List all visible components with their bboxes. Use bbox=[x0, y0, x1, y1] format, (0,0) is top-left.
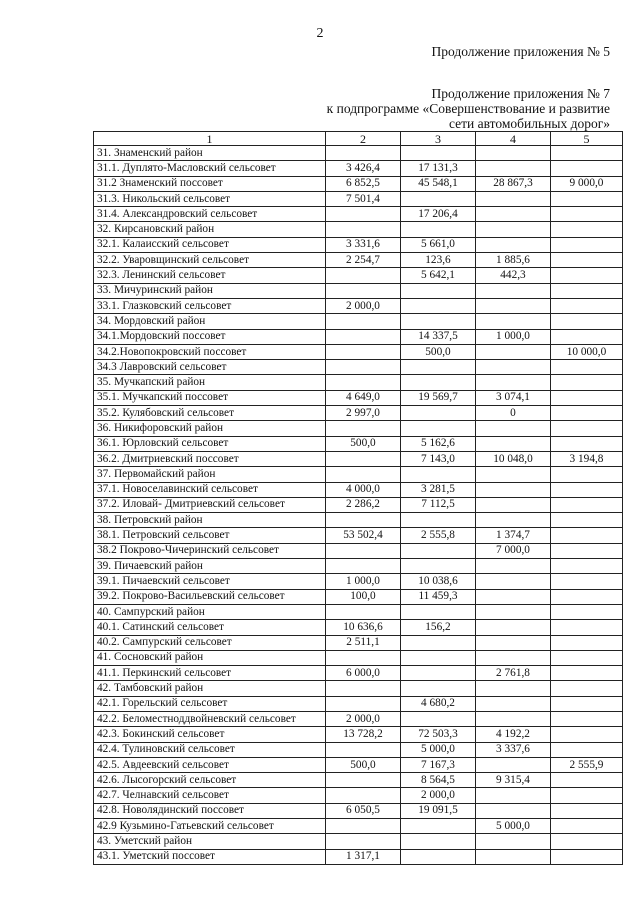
value-cell: 156,2 bbox=[401, 620, 476, 635]
table-row bbox=[94, 375, 623, 390]
value-cell bbox=[401, 559, 476, 574]
row-label-cell: 42.2. Беломестноддвойневский сельсовет bbox=[94, 711, 326, 726]
table-row bbox=[94, 146, 623, 161]
value-cell: 4 649,0 bbox=[326, 390, 401, 405]
table-row bbox=[94, 207, 623, 222]
value-cell: 3 074,1 bbox=[476, 390, 551, 405]
value-cell bbox=[551, 666, 623, 681]
row-label-cell: 42.8. Новолядинский поссовет bbox=[94, 803, 326, 818]
value-cell: 2 555,8 bbox=[401, 528, 476, 543]
row-label-cell: 35. Мучкапский район bbox=[94, 375, 326, 390]
table-row bbox=[94, 574, 623, 589]
value-cell bbox=[401, 222, 476, 237]
value-cell bbox=[476, 344, 551, 359]
row-label-cell: 31.2 Знаменский поссовет bbox=[94, 176, 326, 191]
value-cell bbox=[551, 788, 623, 803]
value-cell: 10 636,6 bbox=[326, 620, 401, 635]
value-cell: 2 511,1 bbox=[326, 635, 401, 650]
table-row bbox=[94, 727, 623, 742]
table-row bbox=[94, 482, 623, 497]
value-cell: 6 000,0 bbox=[326, 666, 401, 681]
value-cell bbox=[326, 604, 401, 619]
row-label-cell: 36.1. Юрловский сельсовет bbox=[94, 436, 326, 451]
value-cell bbox=[326, 314, 401, 329]
table-row bbox=[94, 497, 623, 512]
value-cell bbox=[551, 543, 623, 558]
value-cell: 28 867,3 bbox=[476, 176, 551, 191]
value-cell: 3 331,6 bbox=[326, 237, 401, 252]
row-label-cell: 32. Кирсановский район bbox=[94, 222, 326, 237]
table-row bbox=[94, 589, 623, 604]
value-cell bbox=[476, 314, 551, 329]
value-cell: 2 761,8 bbox=[476, 666, 551, 681]
row-label-cell: 38.2 Покрово-Чичеринский сельсовет bbox=[94, 543, 326, 558]
value-cell bbox=[476, 803, 551, 818]
row-label-cell: 40.1. Сатинский сельсовет bbox=[94, 620, 326, 635]
table-row bbox=[94, 360, 623, 375]
value-cell: 3 337,6 bbox=[476, 742, 551, 757]
table-body bbox=[94, 146, 623, 865]
value-cell: 442,3 bbox=[476, 268, 551, 283]
row-label-cell: 42.7. Челнавский сельсовет bbox=[94, 788, 326, 803]
value-cell bbox=[551, 467, 623, 482]
row-label-cell: 37.2. Иловай- Дмитриевский сельсовет bbox=[94, 497, 326, 512]
value-cell bbox=[476, 283, 551, 298]
value-cell bbox=[326, 451, 401, 466]
appendix-header-top: Продолжение приложения № 5 bbox=[431, 44, 610, 59]
value-cell: 2 000,0 bbox=[326, 711, 401, 726]
value-cell bbox=[551, 390, 623, 405]
table-row bbox=[94, 237, 623, 252]
row-label-cell: 32.3. Ленинский сельсовет bbox=[94, 268, 326, 283]
value-cell: 9 000,0 bbox=[551, 176, 623, 191]
row-label-cell: 37. Первомайский район bbox=[94, 467, 326, 482]
table-row bbox=[94, 298, 623, 313]
value-cell: 19 569,7 bbox=[401, 390, 476, 405]
value-cell: 5 000,0 bbox=[476, 819, 551, 834]
value-cell: 7 112,5 bbox=[401, 497, 476, 512]
table-row bbox=[94, 834, 623, 849]
value-cell: 6 852,5 bbox=[326, 176, 401, 191]
row-label-cell: 42.6. Лысогорский сельсовет bbox=[94, 773, 326, 788]
table-row bbox=[94, 314, 623, 329]
value-cell bbox=[551, 742, 623, 757]
value-cell bbox=[476, 222, 551, 237]
value-cell: 8 564,5 bbox=[401, 773, 476, 788]
value-cell bbox=[476, 161, 551, 176]
value-cell bbox=[401, 711, 476, 726]
value-cell bbox=[476, 635, 551, 650]
value-cell: 72 503,3 bbox=[401, 727, 476, 742]
table-row bbox=[94, 513, 623, 528]
value-cell bbox=[326, 375, 401, 390]
value-cell bbox=[551, 146, 623, 161]
value-cell: 10 000,0 bbox=[551, 344, 623, 359]
value-cell bbox=[551, 803, 623, 818]
value-cell bbox=[551, 849, 623, 864]
row-label-cell: 32.2. Уваровщинский сельсовет bbox=[94, 253, 326, 268]
value-cell bbox=[551, 604, 623, 619]
value-cell bbox=[551, 681, 623, 696]
value-cell: 5 661,0 bbox=[401, 237, 476, 252]
row-label-cell: 38.1. Петровский сельсовет bbox=[94, 528, 326, 543]
table-row bbox=[94, 329, 623, 344]
table-header-row bbox=[94, 132, 623, 146]
value-cell: 1 000,0 bbox=[326, 574, 401, 589]
table-row bbox=[94, 543, 623, 558]
value-cell bbox=[476, 482, 551, 497]
value-cell bbox=[551, 222, 623, 237]
value-cell bbox=[476, 559, 551, 574]
value-cell bbox=[401, 635, 476, 650]
table-row bbox=[94, 421, 623, 436]
value-cell bbox=[326, 222, 401, 237]
value-cell: 11 459,3 bbox=[401, 589, 476, 604]
value-cell bbox=[476, 834, 551, 849]
value-cell bbox=[401, 298, 476, 313]
value-cell bbox=[401, 375, 476, 390]
value-cell: 3 281,5 bbox=[401, 482, 476, 497]
value-cell bbox=[551, 711, 623, 726]
row-label-cell: 34.1.Мордовский поссовет bbox=[94, 329, 326, 344]
value-cell bbox=[326, 559, 401, 574]
row-label-cell: 33. Мичуринский район bbox=[94, 283, 326, 298]
value-cell bbox=[476, 467, 551, 482]
row-label-cell: 34.2.Новопокровский поссовет bbox=[94, 344, 326, 359]
row-label-cell: 43.1. Уметский поссовет bbox=[94, 849, 326, 864]
value-cell bbox=[551, 589, 623, 604]
value-cell bbox=[401, 681, 476, 696]
value-cell bbox=[476, 146, 551, 161]
value-cell: 1 885,6 bbox=[476, 253, 551, 268]
table-row bbox=[94, 161, 623, 176]
row-label-cell: 42.5. Авдеевский сельсовет bbox=[94, 757, 326, 772]
value-cell bbox=[551, 482, 623, 497]
value-cell: 19 091,5 bbox=[401, 803, 476, 818]
value-cell bbox=[551, 237, 623, 252]
table-row bbox=[94, 176, 623, 191]
table-row bbox=[94, 191, 623, 206]
value-cell bbox=[476, 620, 551, 635]
value-cell bbox=[476, 298, 551, 313]
column-header: 2 bbox=[326, 132, 401, 146]
row-label-cell: 43. Уметский район bbox=[94, 834, 326, 849]
row-label-cell: 40.2. Сампурский сельсовет bbox=[94, 635, 326, 650]
table-row bbox=[94, 711, 623, 726]
value-cell bbox=[551, 421, 623, 436]
value-cell: 10 038,6 bbox=[401, 574, 476, 589]
table-row bbox=[94, 819, 623, 834]
row-label-cell: 34.3 Лавровский сельсовет bbox=[94, 360, 326, 375]
value-cell: 100,0 bbox=[326, 589, 401, 604]
row-label-cell: 42.9 Кузьмино-Гатьевский сельсовет bbox=[94, 819, 326, 834]
value-cell: 5 000,0 bbox=[401, 742, 476, 757]
value-cell bbox=[326, 467, 401, 482]
row-label-cell: 35.1. Мучкапский поссовет bbox=[94, 390, 326, 405]
value-cell bbox=[326, 207, 401, 222]
table-row bbox=[94, 666, 623, 681]
page-number: 2 bbox=[316, 26, 324, 41]
value-cell bbox=[551, 268, 623, 283]
value-cell: 45 548,1 bbox=[401, 176, 476, 191]
table-row bbox=[94, 788, 623, 803]
appendix-header-line: сети автомобильных дорог» bbox=[449, 116, 610, 131]
value-cell: 7 501,4 bbox=[326, 191, 401, 206]
value-cell: 500,0 bbox=[326, 436, 401, 451]
row-label-cell: 35.2. Кулябовский сельсовет bbox=[94, 406, 326, 421]
row-label-cell: 36.2. Дмитриевский поссовет bbox=[94, 451, 326, 466]
value-cell bbox=[551, 253, 623, 268]
table-row bbox=[94, 620, 623, 635]
row-label-cell: 42.1. Горельский сельсовет bbox=[94, 696, 326, 711]
value-cell bbox=[551, 207, 623, 222]
value-cell bbox=[401, 191, 476, 206]
value-cell bbox=[326, 283, 401, 298]
funding-table bbox=[93, 131, 623, 865]
value-cell bbox=[551, 834, 623, 849]
value-cell bbox=[326, 146, 401, 161]
value-cell: 1 374,7 bbox=[476, 528, 551, 543]
column-header: 4 bbox=[476, 132, 551, 146]
value-cell: 17 206,4 bbox=[401, 207, 476, 222]
value-cell bbox=[551, 696, 623, 711]
value-cell bbox=[326, 834, 401, 849]
value-cell: 2 000,0 bbox=[401, 788, 476, 803]
value-cell: 2 286,2 bbox=[326, 497, 401, 512]
value-cell bbox=[401, 819, 476, 834]
value-cell bbox=[551, 298, 623, 313]
value-cell bbox=[326, 344, 401, 359]
value-cell bbox=[401, 146, 476, 161]
value-cell bbox=[551, 283, 623, 298]
value-cell bbox=[551, 191, 623, 206]
value-cell bbox=[476, 849, 551, 864]
value-cell bbox=[551, 574, 623, 589]
table-row bbox=[94, 451, 623, 466]
row-label-cell: 36. Никифоровский район bbox=[94, 421, 326, 436]
row-label-cell: 40. Сампурский район bbox=[94, 604, 326, 619]
value-cell bbox=[551, 559, 623, 574]
value-cell bbox=[476, 436, 551, 451]
value-cell bbox=[551, 727, 623, 742]
value-cell bbox=[551, 329, 623, 344]
value-cell bbox=[401, 543, 476, 558]
column-header: 1 bbox=[94, 132, 326, 146]
value-cell bbox=[326, 650, 401, 665]
row-label-cell: 39. Пичаевский район bbox=[94, 559, 326, 574]
value-cell bbox=[551, 406, 623, 421]
value-cell: 500,0 bbox=[401, 344, 476, 359]
table-row bbox=[94, 268, 623, 283]
table-row bbox=[94, 604, 623, 619]
value-cell: 6 050,5 bbox=[326, 803, 401, 818]
value-cell bbox=[476, 681, 551, 696]
row-label-cell: 31. Знаменский район bbox=[94, 146, 326, 161]
value-cell bbox=[476, 191, 551, 206]
value-cell bbox=[551, 528, 623, 543]
value-cell bbox=[476, 589, 551, 604]
table-row bbox=[94, 635, 623, 650]
value-cell: 7 167,3 bbox=[401, 757, 476, 772]
value-cell bbox=[326, 773, 401, 788]
column-header: 3 bbox=[401, 132, 476, 146]
row-label-cell: 41. Сосновский район bbox=[94, 650, 326, 665]
value-cell bbox=[401, 513, 476, 528]
value-cell: 7 000,0 bbox=[476, 543, 551, 558]
value-cell bbox=[476, 574, 551, 589]
value-cell: 1 000,0 bbox=[476, 329, 551, 344]
value-cell bbox=[401, 406, 476, 421]
value-cell bbox=[326, 742, 401, 757]
value-cell bbox=[476, 421, 551, 436]
value-cell bbox=[326, 268, 401, 283]
table-row bbox=[94, 681, 623, 696]
value-cell: 5 642,1 bbox=[401, 268, 476, 283]
table-row bbox=[94, 742, 623, 757]
value-cell bbox=[401, 421, 476, 436]
table-row bbox=[94, 849, 623, 864]
value-cell bbox=[326, 819, 401, 834]
value-cell bbox=[401, 467, 476, 482]
value-cell bbox=[551, 650, 623, 665]
value-cell bbox=[551, 819, 623, 834]
value-cell: 5 162,6 bbox=[401, 436, 476, 451]
appendix-header-line: Продолжение приложения № 7 bbox=[431, 86, 610, 101]
value-cell: 2 254,7 bbox=[326, 253, 401, 268]
value-cell bbox=[401, 650, 476, 665]
value-cell bbox=[326, 788, 401, 803]
table-row bbox=[94, 773, 623, 788]
value-cell bbox=[401, 314, 476, 329]
value-cell bbox=[551, 513, 623, 528]
row-label-cell: 34. Мордовский район bbox=[94, 314, 326, 329]
table-row bbox=[94, 467, 623, 482]
value-cell bbox=[476, 788, 551, 803]
column-header: 5 bbox=[551, 132, 623, 146]
value-cell: 3 194,8 bbox=[551, 451, 623, 466]
value-cell: 4 192,2 bbox=[476, 727, 551, 742]
row-label-cell: 31.3. Никольский сельсовет bbox=[94, 191, 326, 206]
value-cell: 2 555,9 bbox=[551, 757, 623, 772]
value-cell bbox=[476, 711, 551, 726]
value-cell: 10 048,0 bbox=[476, 451, 551, 466]
value-cell: 1 317,1 bbox=[326, 849, 401, 864]
value-cell bbox=[326, 543, 401, 558]
appendix-header-block bbox=[327, 86, 610, 131]
row-label-cell: 42.4. Тулиновский сельсовет bbox=[94, 742, 326, 757]
value-cell bbox=[401, 849, 476, 864]
value-cell: 9 315,4 bbox=[476, 773, 551, 788]
table-row bbox=[94, 803, 623, 818]
value-cell bbox=[326, 696, 401, 711]
table-row bbox=[94, 559, 623, 574]
appendix-header-line: к подпрограмме «Совершенствование и развитие bbox=[326, 101, 610, 116]
table-row bbox=[94, 436, 623, 451]
value-cell: 4 000,0 bbox=[326, 482, 401, 497]
value-cell bbox=[476, 497, 551, 512]
row-label-cell: 42. Тамбовский район bbox=[94, 681, 326, 696]
row-label-cell: 31.1. Дуплято-Масловский сельсовет bbox=[94, 161, 326, 176]
value-cell bbox=[476, 360, 551, 375]
value-cell bbox=[326, 421, 401, 436]
value-cell bbox=[476, 513, 551, 528]
value-cell bbox=[551, 436, 623, 451]
value-cell: 7 143,0 bbox=[401, 451, 476, 466]
value-cell bbox=[401, 283, 476, 298]
table-row bbox=[94, 650, 623, 665]
value-cell bbox=[401, 834, 476, 849]
value-cell bbox=[476, 696, 551, 711]
value-cell bbox=[401, 666, 476, 681]
table-row bbox=[94, 283, 623, 298]
value-cell: 2 000,0 bbox=[326, 298, 401, 313]
row-label-cell: 38. Петровский район bbox=[94, 513, 326, 528]
value-cell: 123,6 bbox=[401, 253, 476, 268]
value-cell bbox=[551, 635, 623, 650]
value-cell: 3 426,4 bbox=[326, 161, 401, 176]
table-row bbox=[94, 406, 623, 421]
row-label-cell: 37.1. Новоселавинский сельсовет bbox=[94, 482, 326, 497]
value-cell bbox=[476, 757, 551, 772]
table-row bbox=[94, 528, 623, 543]
row-label-cell: 39.1. Пичаевский сельсовет bbox=[94, 574, 326, 589]
value-cell bbox=[551, 620, 623, 635]
value-cell: 0 bbox=[476, 406, 551, 421]
value-cell: 4 680,2 bbox=[401, 696, 476, 711]
value-cell: 53 502,4 bbox=[326, 528, 401, 543]
value-cell: 2 997,0 bbox=[326, 406, 401, 421]
row-label-cell: 31.4. Александровский сельсовет bbox=[94, 207, 326, 222]
value-cell bbox=[326, 360, 401, 375]
value-cell bbox=[476, 237, 551, 252]
value-cell bbox=[551, 375, 623, 390]
value-cell bbox=[476, 604, 551, 619]
value-cell: 14 337,5 bbox=[401, 329, 476, 344]
value-cell bbox=[326, 513, 401, 528]
value-cell bbox=[551, 360, 623, 375]
value-cell bbox=[476, 375, 551, 390]
row-label-cell: 42.3. Бокинский сельсовет bbox=[94, 727, 326, 742]
row-label-cell: 33.1. Глазковский сельсовет bbox=[94, 298, 326, 313]
value-cell: 17 131,3 bbox=[401, 161, 476, 176]
row-label-cell: 39.2. Покрово-Васильевский сельсовет bbox=[94, 589, 326, 604]
table-row bbox=[94, 344, 623, 359]
table-row bbox=[94, 757, 623, 772]
row-label-cell: 32.1. Калаисский сельсовет bbox=[94, 237, 326, 252]
value-cell bbox=[401, 604, 476, 619]
value-cell bbox=[326, 681, 401, 696]
value-cell bbox=[551, 314, 623, 329]
value-cell bbox=[326, 329, 401, 344]
table-row bbox=[94, 222, 623, 237]
value-cell bbox=[476, 650, 551, 665]
value-cell bbox=[551, 161, 623, 176]
value-cell bbox=[551, 773, 623, 788]
value-cell bbox=[476, 207, 551, 222]
value-cell: 500,0 bbox=[326, 757, 401, 772]
value-cell bbox=[551, 497, 623, 512]
row-label-cell: 41.1. Перкинский сельсовет bbox=[94, 666, 326, 681]
table-row bbox=[94, 390, 623, 405]
value-cell bbox=[401, 360, 476, 375]
value-cell: 13 728,2 bbox=[326, 727, 401, 742]
table-row bbox=[94, 253, 623, 268]
table-row bbox=[94, 696, 623, 711]
